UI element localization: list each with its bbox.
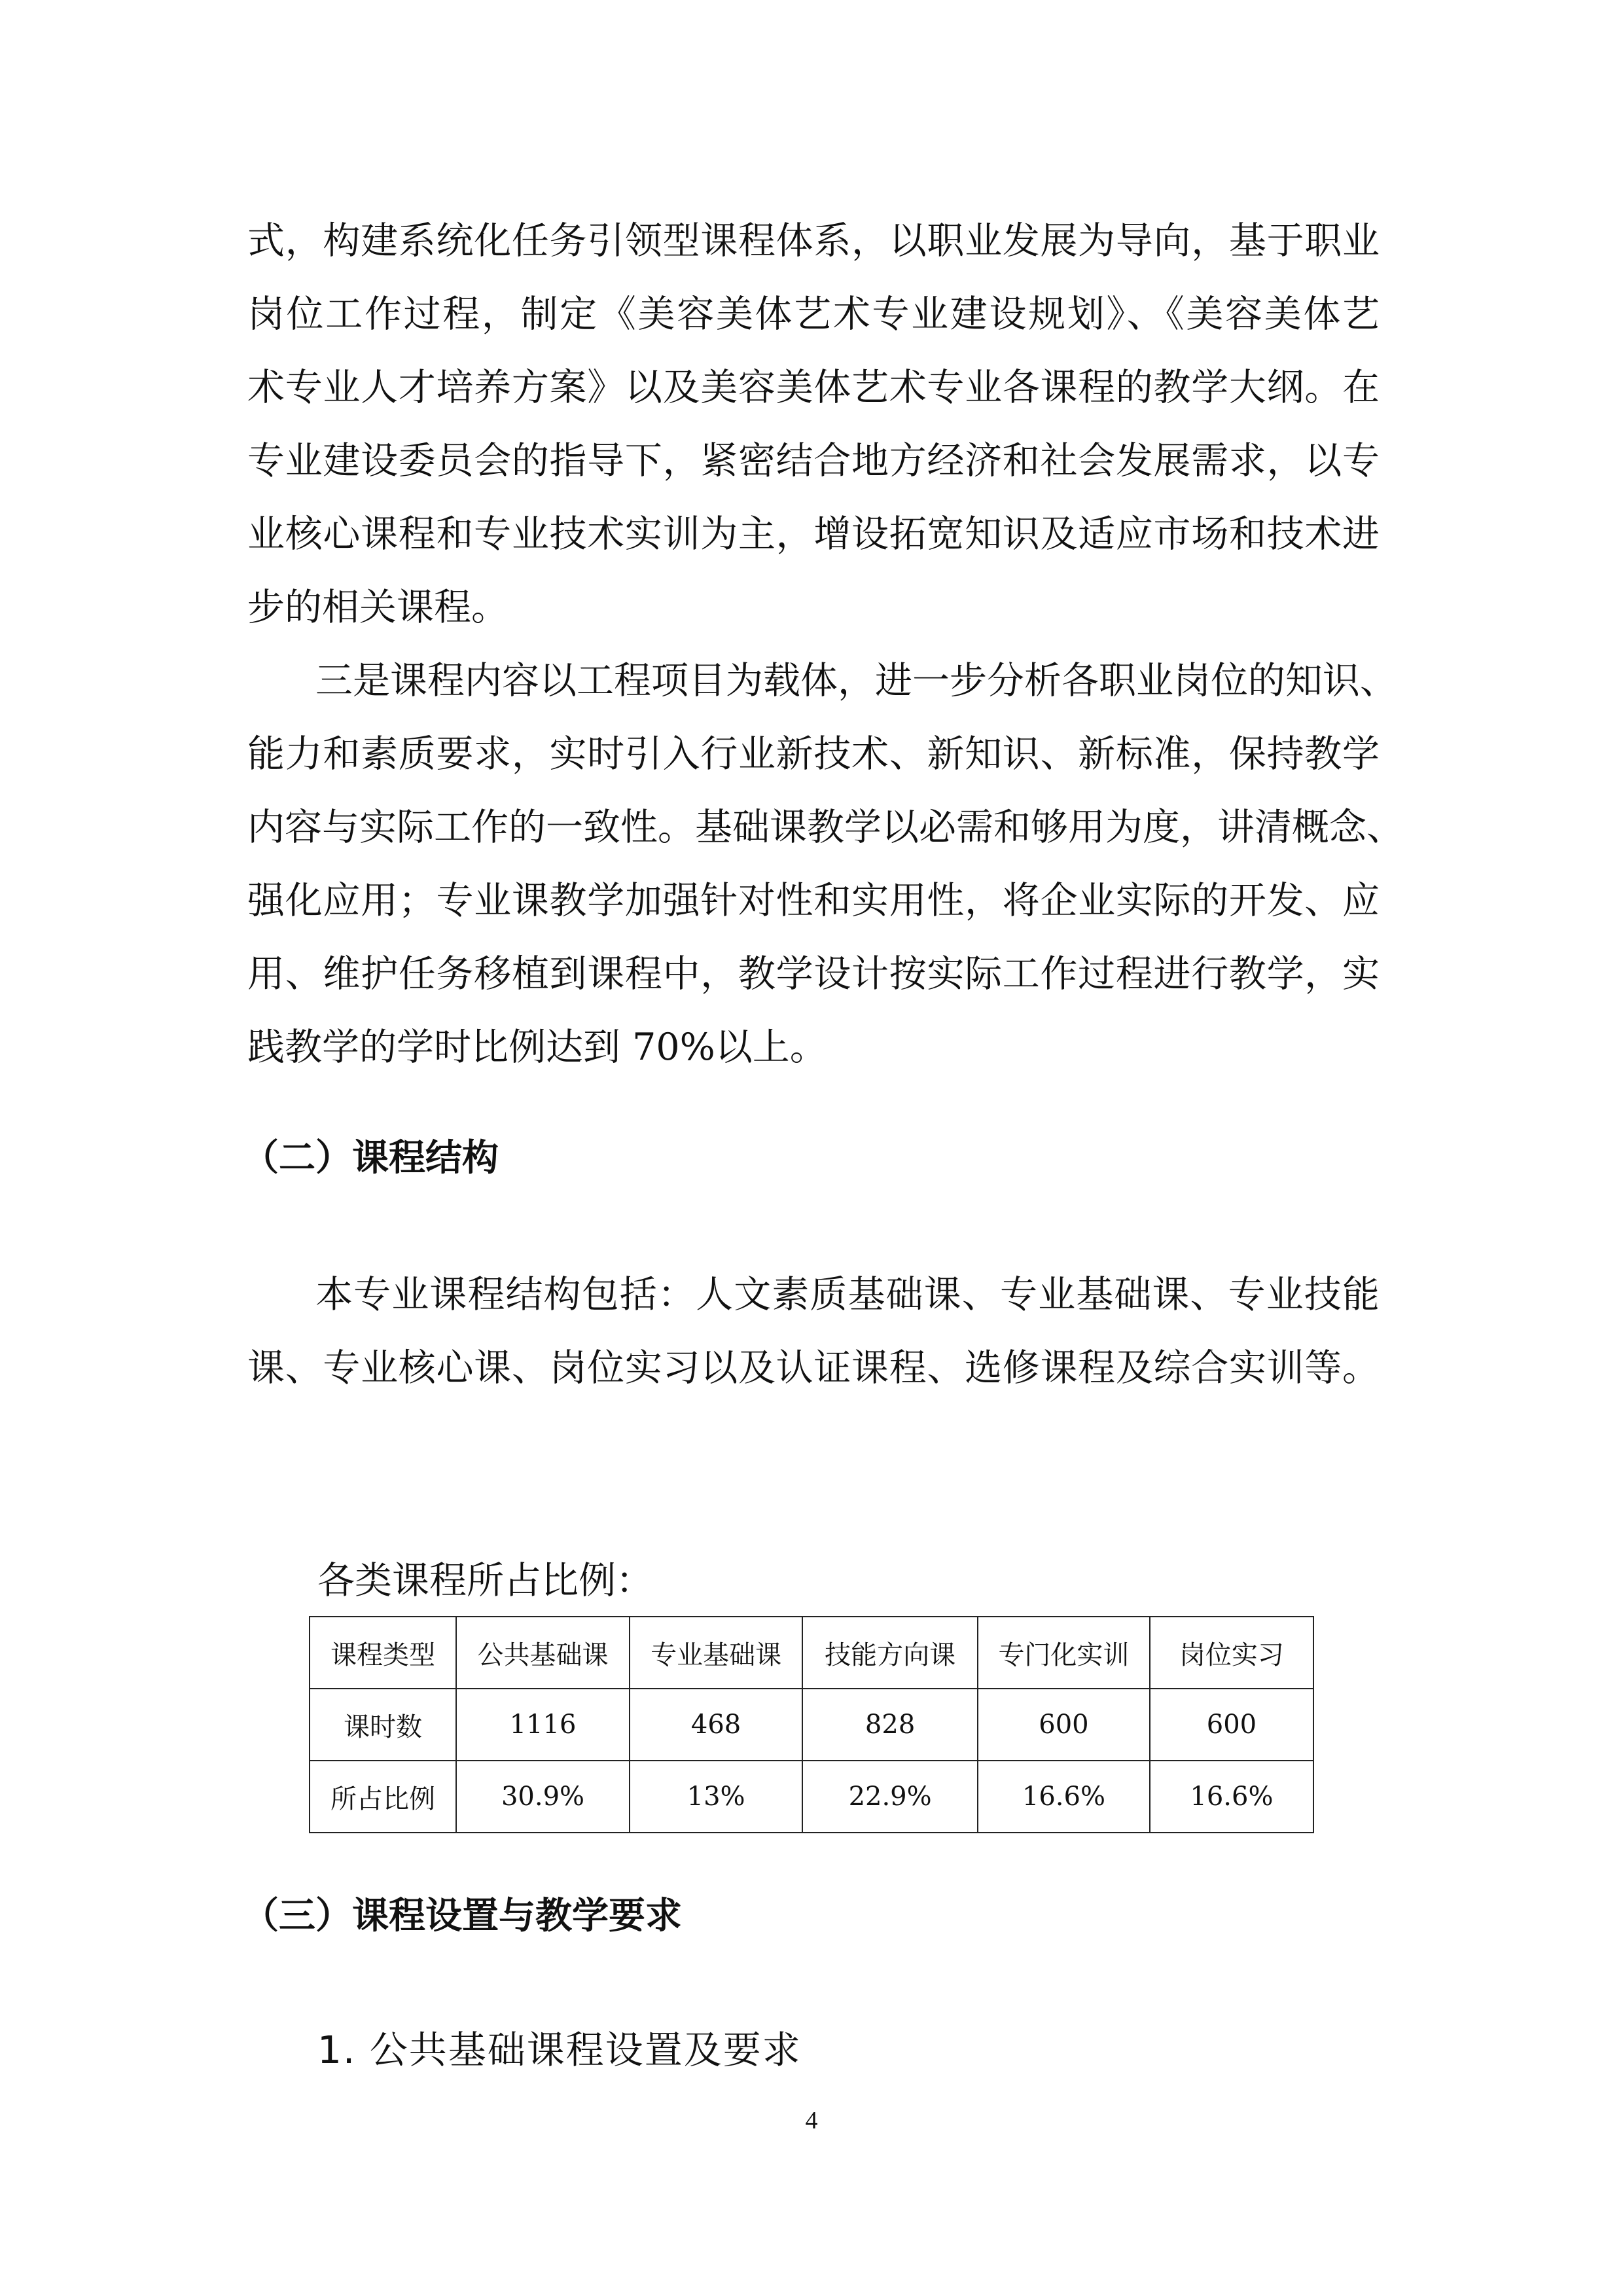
course-ratio-table bbox=[309, 1616, 1314, 1833]
paragraph-line: 术专业人才培养方案》以及美容美体艺术专业各课程的教学大纲。在 bbox=[247, 366, 1380, 409]
table-cell: 专业基础课 bbox=[630, 1617, 802, 1689]
paragraph-line: 三是课程内容以工程项目为载体，进一步分析各职业岗位的知识、 bbox=[315, 659, 1397, 702]
table-cell: 公共基础课 bbox=[456, 1617, 630, 1689]
table-cell: 30.9% bbox=[456, 1761, 630, 1833]
table-cell: 16.6% bbox=[978, 1761, 1150, 1833]
paragraph-line: 用、维护任务移植到课程中，教学设计按实际工作过程进行教学，实 bbox=[247, 952, 1380, 996]
table-cell: 所占比例 bbox=[310, 1761, 456, 1833]
table-cell: 468 bbox=[630, 1689, 802, 1761]
table-header-row bbox=[310, 1617, 1313, 1689]
table-cell: 技能方向课 bbox=[802, 1617, 978, 1689]
page-number: 4 bbox=[805, 2107, 818, 2134]
paragraph-line: 强化应用；专业课教学加强针对性和实用性，将企业实际的开发、应 bbox=[247, 879, 1380, 922]
table-cell: 828 bbox=[802, 1689, 978, 1761]
table-row bbox=[310, 1761, 1313, 1833]
paragraph-line: 本专业课程结构包括：人文素质基础课、专业基础课、专业技能 bbox=[315, 1273, 1380, 1316]
table-row bbox=[310, 1689, 1313, 1761]
paragraph-line: 岗位工作过程，制定《美容美体艺术专业建设规划》、《美容美体艺 bbox=[247, 293, 1380, 336]
table-cell: 课时数 bbox=[310, 1689, 456, 1761]
section-heading-course-structure: （二）课程结构 bbox=[242, 1137, 499, 1179]
paragraph-line: 步的相关课程。 bbox=[247, 586, 508, 629]
table-caption: 各类课程所占比例： bbox=[317, 1559, 653, 1602]
table-cell: 22.9% bbox=[802, 1761, 978, 1833]
paragraph-line: 专业建设委员会的指导下，紧密结合地方经济和社会发展需求，以专 bbox=[247, 439, 1380, 482]
section-heading-course-setup: （三）课程设置与教学要求 bbox=[242, 1895, 682, 1937]
paragraph-line: 践教学的学时比例达到 70%以上。 bbox=[247, 1026, 827, 1069]
paragraph-line: 式，构建系统化任务引领型课程体系，以职业发展为导向，基于职业 bbox=[247, 219, 1380, 262]
subsection-heading-public-basic: 1. 公共基础课程设置及要求 bbox=[317, 2028, 802, 2072]
paragraph-line: 能力和素质要求，实时引入行业新技术、新知识、新标准，保持教学 bbox=[247, 732, 1380, 776]
table-cell: 岗位实习 bbox=[1150, 1617, 1313, 1689]
table-cell: 600 bbox=[1150, 1689, 1313, 1761]
table-cell: 1116 bbox=[456, 1689, 630, 1761]
table-cell: 600 bbox=[978, 1689, 1150, 1761]
table-cell: 13% bbox=[630, 1761, 802, 1833]
paragraph-line: 业核心课程和专业技术实训为主，增设拓宽知识及适应市场和技术进 bbox=[247, 512, 1380, 556]
table-cell: 课程类型 bbox=[310, 1617, 456, 1689]
table-cell: 16.6% bbox=[1150, 1761, 1313, 1833]
table-cell: 专门化实训 bbox=[978, 1617, 1150, 1689]
paragraph-line: 内容与实际工作的一致性。基础课教学以必需和够用为度，讲清概念、 bbox=[247, 806, 1404, 849]
paragraph-line: 课、专业核心课、岗位实习以及认证课程、选修课程及综合实训等。 bbox=[247, 1346, 1380, 1390]
